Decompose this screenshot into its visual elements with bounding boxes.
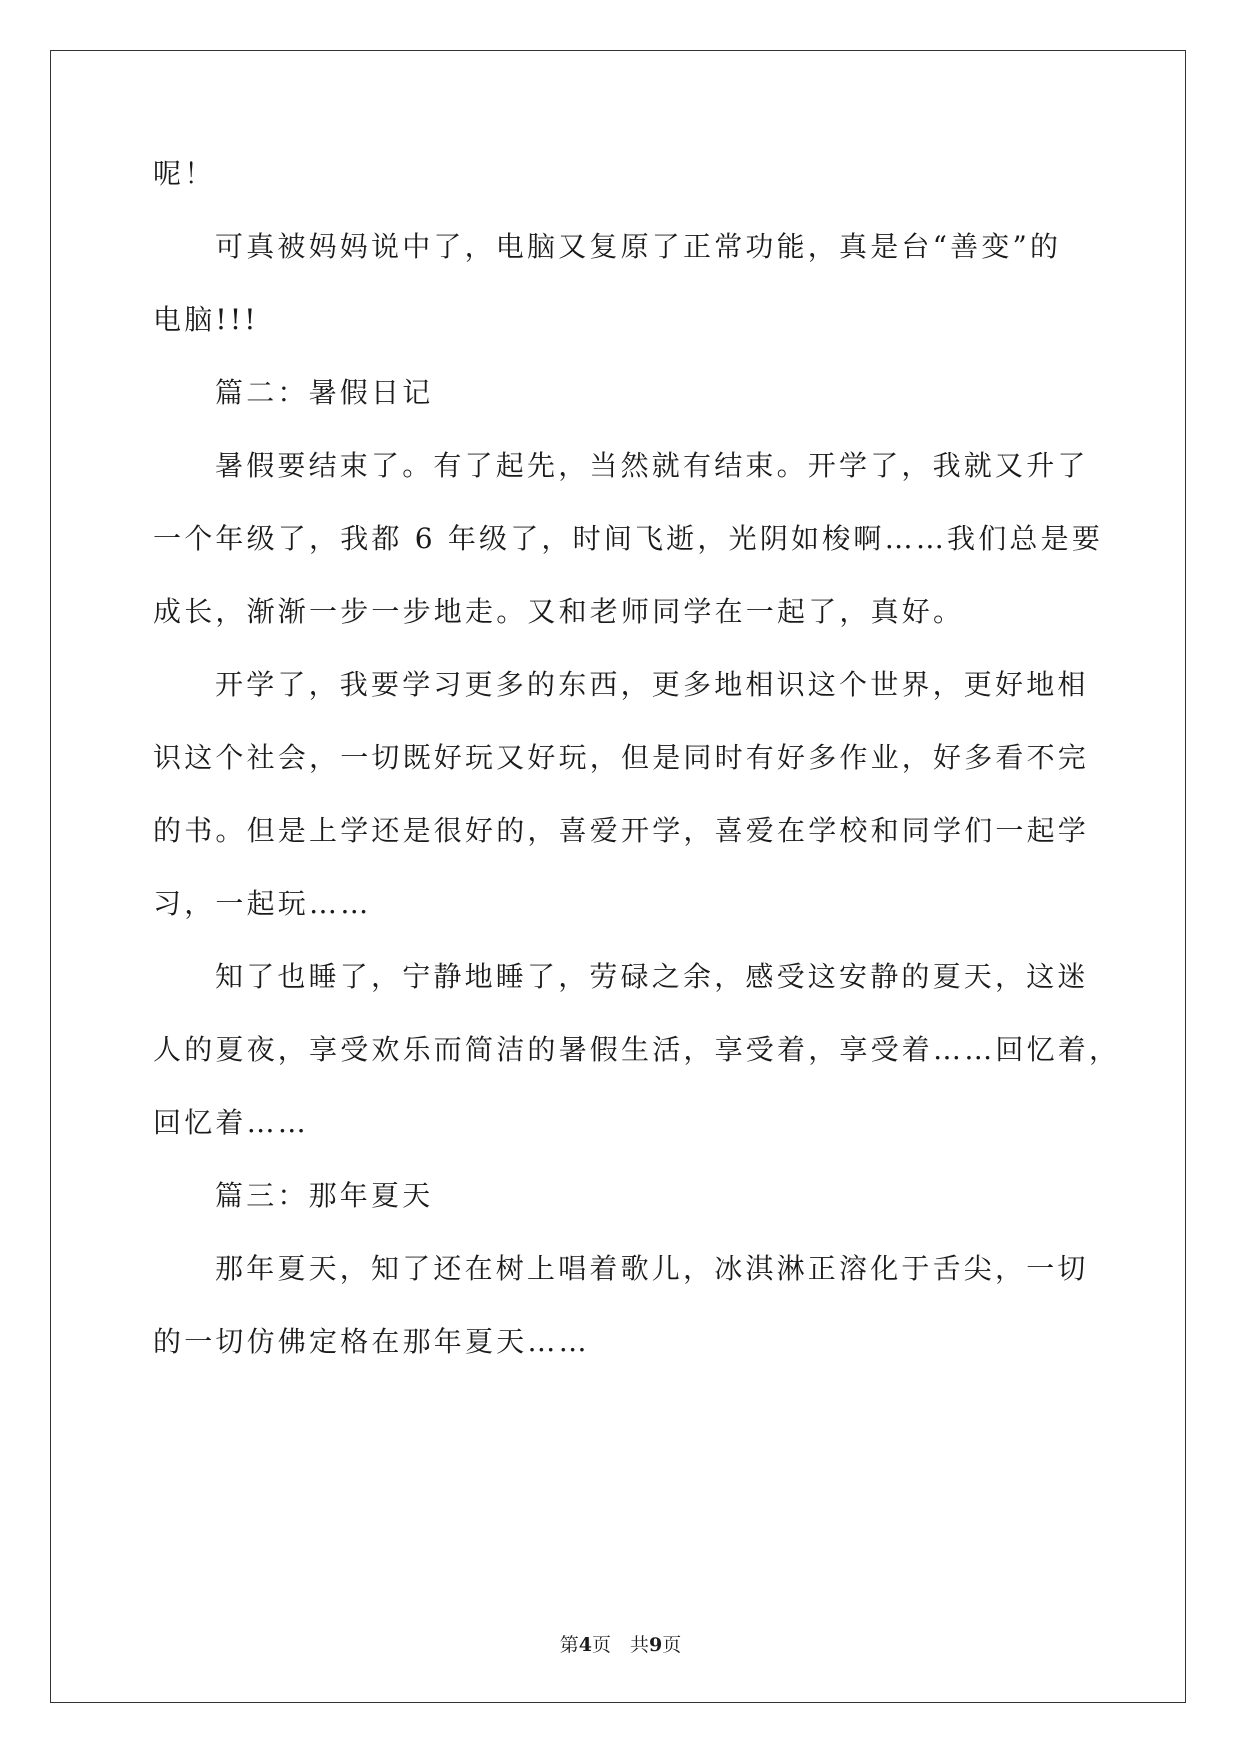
page-prefix: 第 [559,1634,579,1656]
paragraph-start: 那年夏天，知了还在树上唱着歌儿，冰淇淋正溶化于舌尖，一切 [215,1252,1089,1285]
text-line: 成长，渐渐一步一步地走。又和老师同学在一起了，真好。 [153,595,965,628]
paragraph-start: 暑假要结束了。有了起先，当然就有结束。开学了，我就又升了 [215,449,1089,482]
text-line: 习，一起玩…… [153,887,372,920]
text-line: 识这个社会，一切既好玩又好玩，但是同时有好多作业，好多看不完 [153,741,1090,774]
page-current: 4 [578,1634,592,1656]
page-mid: 页 共 [591,1634,649,1656]
text-line: 呢！ [153,157,216,190]
text-line: 人的夏夜，享受欢乐而简洁的暑假生活，享受着，享受着……回忆着， [153,1033,1121,1066]
paragraph-start: 开学了，我要学习更多的东西，更多地相识这个世界，更好地相 [215,668,1089,701]
paragraph-start: 可真被妈妈说中了，电脑又复原了正常功能，真是台“善变”的 [215,230,1062,263]
section-heading: 篇三：那年夏天 [215,1179,434,1212]
page-footer [0,1633,1241,1657]
text-line: 的书。但是上学还是很好的，喜爱开学，喜爱在学校和同学们一起学 [153,814,1090,847]
page-total: 9 [649,1634,663,1656]
text-line: 的一切仿佛定格在那年夏天…… [153,1325,590,1358]
text-line: 一个年级了，我都 6 年级了，时间飞逝，光阴如梭啊……我们总是要 [153,522,1104,555]
page-border [50,50,1186,1703]
section-heading: 篇二：暑假日记 [215,376,434,409]
paragraph-start: 知了也睡了，宁静地睡了，劳碌之余，感受这安静的夏天，这迷 [215,960,1089,993]
text-line: 回忆着…… [153,1106,310,1139]
text-line: 电脑!!! [153,303,259,336]
page-suffix: 页 [662,1634,682,1656]
